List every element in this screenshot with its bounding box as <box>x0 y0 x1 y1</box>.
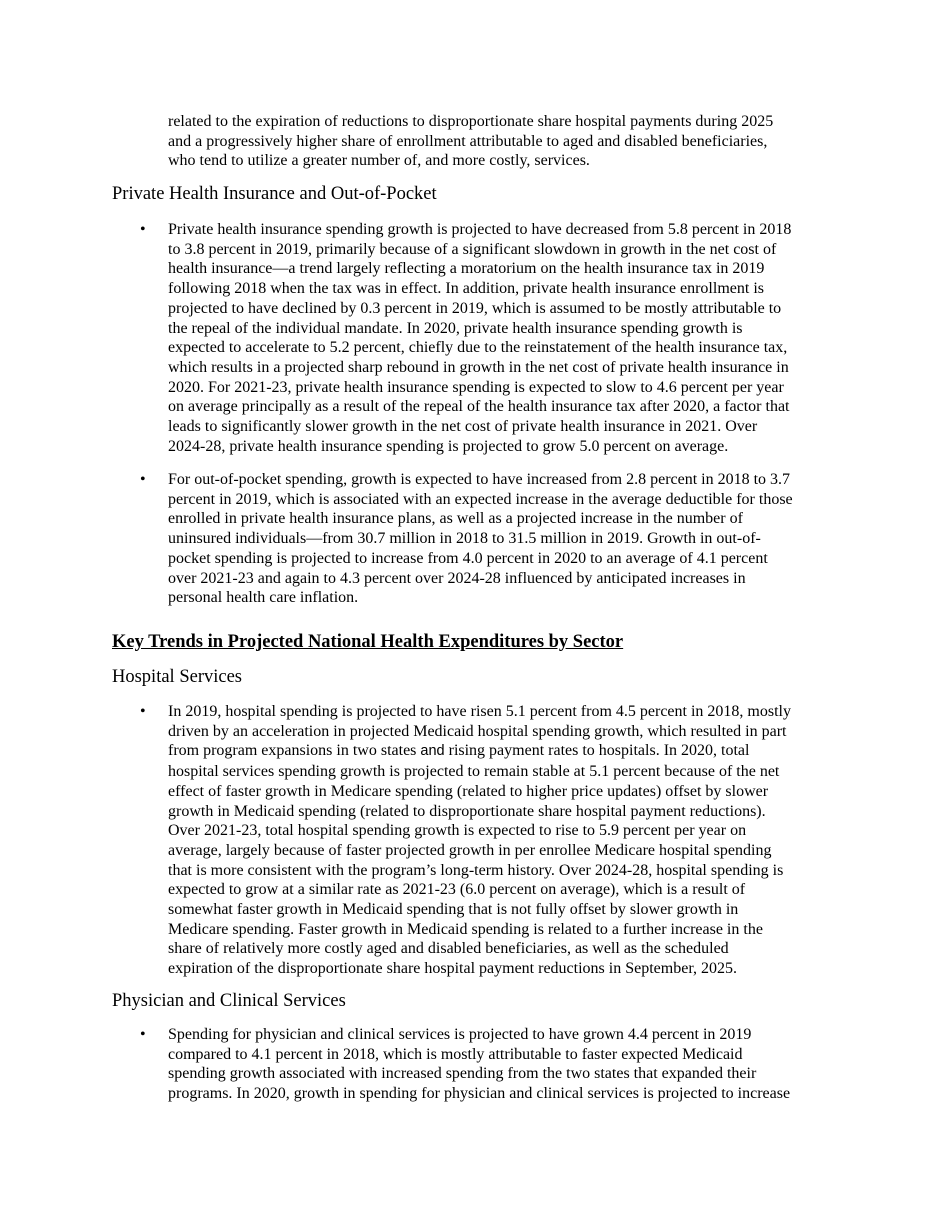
bullet-text <box>168 220 844 456</box>
key-trends-heading: Key Trends in Projected National Health Expenditures by Sector <box>112 632 624 652</box>
text-fragment: rising payment rates to hospitals. In 2020, total <box>444 742 750 760</box>
text-line: For out-of-pocket spending, growth is expected to have increased from 2.8 percent in 2018 to 3.7 <box>168 471 791 488</box>
text-line: over 2021-23 and again to 4.3 percent over 2024-28 influenced by anticipated increases in <box>168 569 746 587</box>
text-line: enrolled in private health insurance plans, as well as a projected increase in the number of <box>168 510 743 528</box>
text-line: projected to have declined by 0.3 percent in 2019, which is assumed to be mostly attributable to <box>168 299 782 317</box>
text-line: pocket spending is projected to increase from 4.0 percent in 2020 to an average of 4.1 percent <box>168 549 768 567</box>
text-line: somewhat faster growth in Medicaid spending that is not fully offset by slower growth in <box>168 901 739 919</box>
text-fragment-and: and <box>420 743 445 760</box>
text-line: that is more consistent with the program’s long-term history. Over 2024-28, hospital spending is <box>168 861 784 879</box>
text-line: and a progressively higher share of enrollment attributable to aged and disabled beneficiaries, <box>168 132 768 150</box>
text-line: following 2018 when the tax was in effect. In addition, private health insurance enrollment is <box>168 280 764 298</box>
text-line: expected to grow at a similar rate as 2021-23 (6.0 percent on average), which is a result of <box>168 881 746 899</box>
text-line: compared to 4.1 percent in 2018, which is mostly attributable to faster expected Medicaid <box>168 1045 743 1063</box>
bullet-text <box>168 1025 844 1104</box>
text-line: share of relatively more costly aged and disabled beneficiaries, as well as the scheduled <box>168 940 729 958</box>
bullet-icon: • <box>140 1026 146 1043</box>
text-line: 2020. For 2021-23, private health insurance spending is expected to slow to 4.6 percent per year <box>168 378 784 396</box>
text-line: 2024-28, private health insurance spending is projected to grow 5.0 percent on average. <box>168 437 729 455</box>
text-line: driven by an acceleration in projected Medicaid hospital spending growth, which resulted in part <box>168 722 787 740</box>
text-line: spending growth associated with increased spending from the two states that expanded their <box>168 1065 757 1083</box>
text-line: Medicare spending. Faster growth in Medicaid spending is related to a further increase in the <box>168 920 763 938</box>
section-heading-private-health-insurance: Private Health Insurance and Out-of-Pocket <box>112 184 437 204</box>
text-line: average, largely because of faster projected growth in per enrollee Medicare hospital spending <box>168 841 772 859</box>
text-line: effect of faster growth in Medicare spending (related to higher price updates) offset by slower <box>168 782 769 800</box>
text-line: growth in Medicaid spending (related to disproportionate share hospital payment reductions). <box>168 802 766 820</box>
text-line <box>168 741 844 762</box>
bullet-text <box>168 702 844 979</box>
bullet-icon: • <box>140 703 146 720</box>
text-line: to 3.8 percent in 2019, primarily because of a significant slowdown in growth in the net cost of <box>168 240 777 258</box>
section-heading-hospital-services: Hospital Services <box>112 667 242 687</box>
text-line: who tend to utilize a greater number of, and more costly, services. <box>168 152 590 170</box>
text-line: hospital services spending growth is projected to remain stable at 5.1 percent because of the net <box>168 763 780 781</box>
text-line: expected to accelerate to 5.2 percent, chiefly due to the reinstatement of the health insurance tax, <box>168 339 788 357</box>
text-line: leads to significantly slower growth in the net cost of private health insurance in 2021. Over <box>168 418 758 436</box>
text-line: Spending for physician and clinical services is projected to have grown 4.4 percent in 2019 <box>168 1026 752 1043</box>
text-line: related to the expiration of reductions to disproportionate share hospital payments during 2025 <box>168 113 774 130</box>
text-line: Private health insurance spending growth is projected to have decreased from 5.8 percent in 2018 <box>168 221 792 238</box>
text-line: percent in 2019, which is associated with an expected increase in the average deductible for those <box>168 490 793 508</box>
text-line: the repeal of the individual mandate. In 2020, private health insurance spending growth is <box>168 319 743 337</box>
bullet-icon: • <box>140 221 146 238</box>
text-line: on average principally as a result of the repeal of the health insurance tax after 2020, a factor that <box>168 398 790 416</box>
text-fragment: from program expansions in two states <box>168 742 421 760</box>
section-heading-physician-clinical: Physician and Clinical Services <box>112 991 346 1011</box>
text-line: uninsured individuals—from 30.7 million in 2018 to 31.5 million in 2019. Growth in out-of- <box>168 530 761 548</box>
text-line: which results in a projected sharp rebound in growth in the net cost of private health insurance in <box>168 358 789 376</box>
text-line: expiration of the disproportionate share hospital payment reductions in September, 2025. <box>168 960 737 978</box>
text-line: Over 2021-23, total hospital spending growth is expected to rise to 5.9 percent per year on <box>168 822 747 840</box>
text-line: programs. In 2020, growth in spending for physician and clinical services is projected to increase <box>168 1085 791 1103</box>
text-line: In 2019, hospital spending is projected to have risen 5.1 percent from 4.5 percent in 2018, mostly <box>168 703 791 720</box>
bullet-text <box>168 470 844 608</box>
bullet-icon: • <box>140 471 146 488</box>
continuation-paragraph <box>168 112 848 171</box>
text-line: personal health care inflation. <box>168 589 359 607</box>
text-line: health insurance—a trend largely reflecting a moratorium on the health insurance tax in 2019 <box>168 260 765 278</box>
